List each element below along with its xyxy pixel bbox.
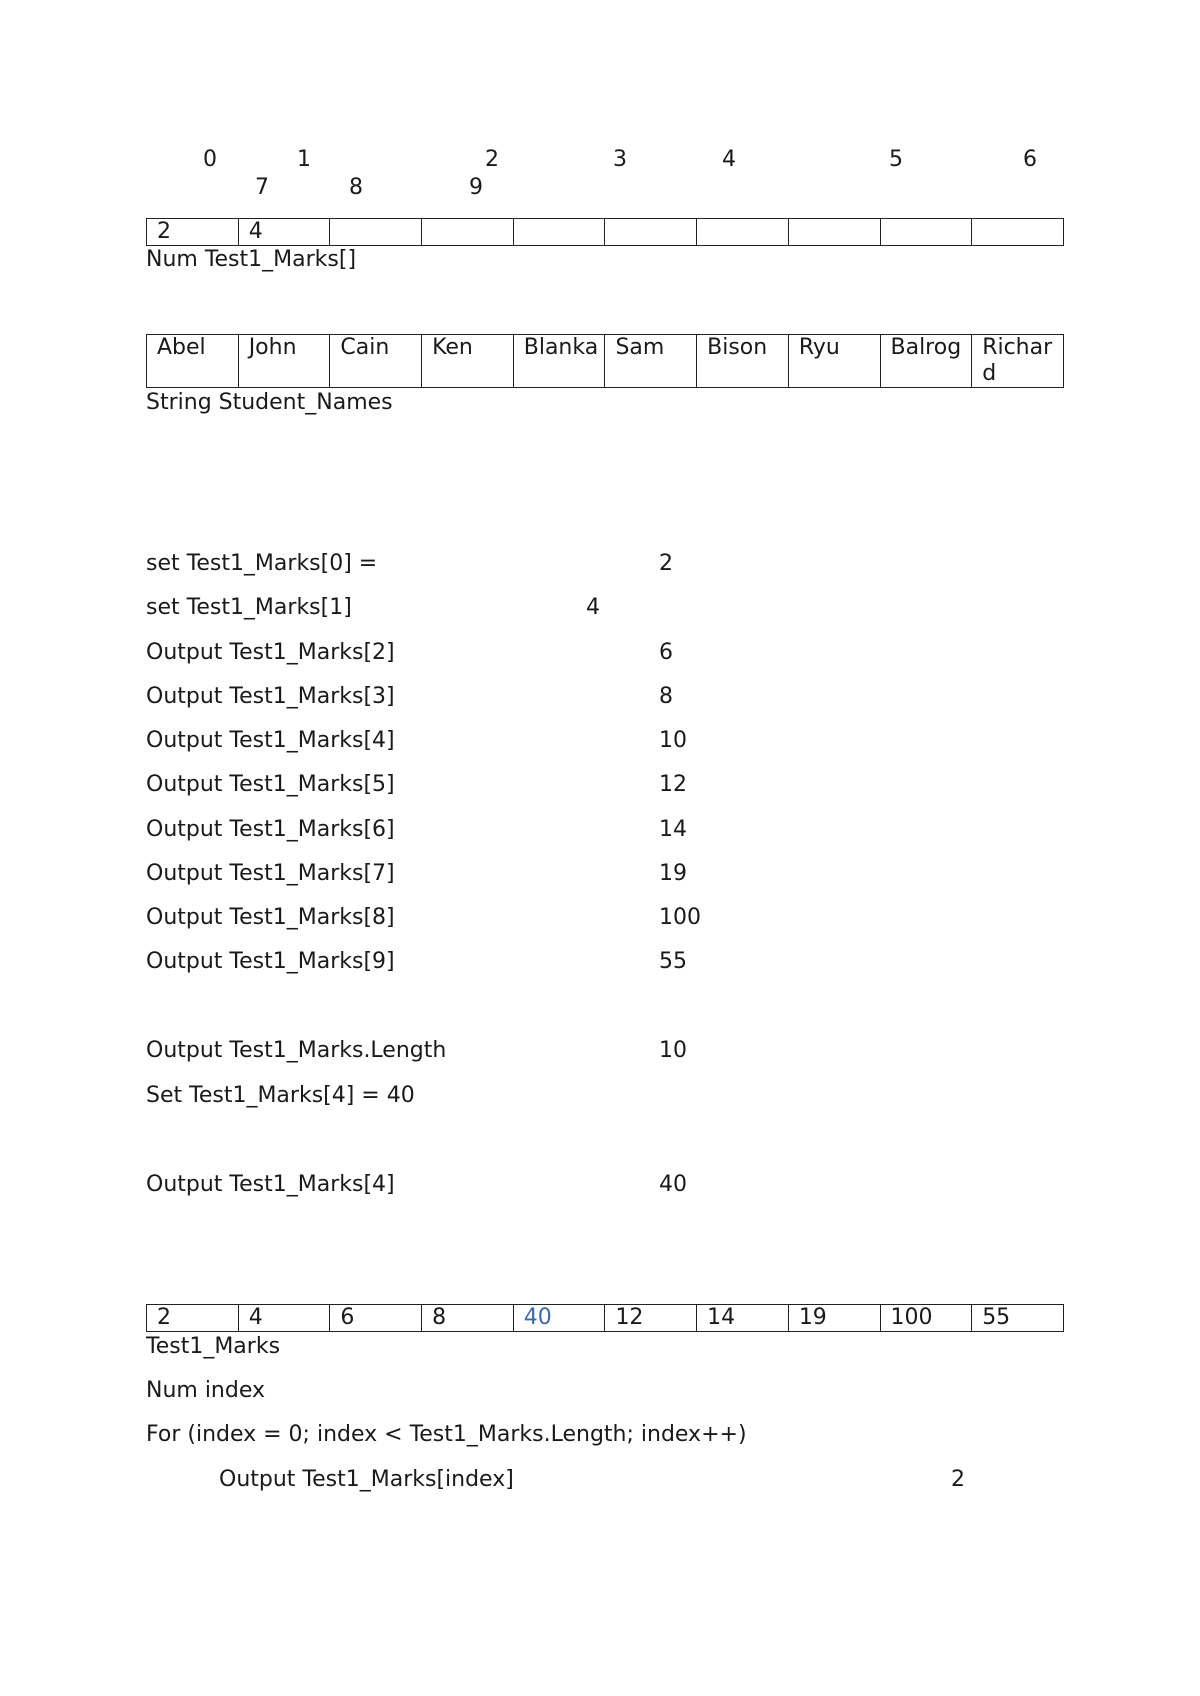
- array-cell: Bison: [697, 335, 789, 388]
- array-cell: Ryu: [788, 335, 880, 388]
- loop-declaration: Num index: [146, 1378, 266, 1403]
- index-label: 8: [349, 175, 363, 200]
- statement-code: Output Test1_Marks[8]: [146, 905, 395, 930]
- array-cell: Cain: [330, 335, 422, 388]
- marks-array-caption: Num Test1_Marks[]: [146, 247, 357, 272]
- array-cell: [605, 219, 697, 246]
- array-cell: Ken: [422, 335, 514, 388]
- statement-value: 8: [659, 684, 673, 709]
- statement-code: Output Test1_Marks[4]: [146, 1172, 395, 1197]
- array-cell: [972, 219, 1064, 246]
- index-label: 5: [889, 147, 903, 172]
- array-cell-highlighted: 40: [513, 1305, 605, 1332]
- index-label: 2: [485, 147, 499, 172]
- statement-value: 10: [659, 1038, 687, 1063]
- statement-value: 12: [659, 772, 687, 797]
- statement-value: 2: [659, 551, 673, 576]
- index-label: 3: [613, 147, 627, 172]
- statement-code: Output Test1_Marks[5]: [146, 772, 395, 797]
- statement-value: 14: [659, 817, 687, 842]
- array-cell: Blanka: [513, 335, 605, 388]
- index-label: 6: [1023, 147, 1037, 172]
- statement-value: 100: [659, 905, 701, 930]
- index-label: 7: [255, 175, 269, 200]
- array-cell: [697, 219, 789, 246]
- statement-value: 10: [659, 728, 687, 753]
- final-array-caption: Test1_Marks: [146, 1334, 281, 1359]
- loop-for-line: For (index = 0; index < Test1_Marks.Length; index++): [146, 1422, 747, 1447]
- array-cell: [788, 219, 880, 246]
- array-cell: [422, 219, 514, 246]
- statement-value: 6: [659, 640, 673, 665]
- array-cell: 4: [238, 1305, 330, 1332]
- names-array: [146, 334, 1064, 388]
- array-cell: 12: [605, 1305, 697, 1332]
- statement-value: 55: [659, 949, 687, 974]
- array-cell: 4: [238, 219, 330, 246]
- index-label: 9: [469, 175, 483, 200]
- array-cell: 2: [147, 1305, 239, 1332]
- statement-code: set Test1_Marks[1]: [146, 595, 352, 620]
- statement-code: set Test1_Marks[0] =: [146, 551, 378, 576]
- array-cell: Balrog: [880, 335, 972, 388]
- loop-body: Output Test1_Marks[index]: [219, 1467, 514, 1492]
- array-cell: [330, 219, 422, 246]
- statement-value: 19: [659, 861, 687, 886]
- loop-body-value: 2: [951, 1467, 965, 1492]
- array-cell: Sam: [605, 335, 697, 388]
- names-array-caption: String Student_Names: [146, 390, 393, 415]
- statement-value: 4: [586, 595, 600, 620]
- marks-array-final: [146, 1304, 1064, 1332]
- index-label: 0: [203, 147, 217, 172]
- array-cell: Richard: [972, 335, 1064, 388]
- statement-code: Output Test1_Marks.Length: [146, 1038, 447, 1063]
- array-cell: [513, 219, 605, 246]
- index-label: 4: [722, 147, 736, 172]
- statement-code: Output Test1_Marks[6]: [146, 817, 395, 842]
- statement-code: Set Test1_Marks[4] = 40: [146, 1083, 415, 1108]
- statement-code: Output Test1_Marks[3]: [146, 684, 395, 709]
- array-cell: 19: [788, 1305, 880, 1332]
- statement-code: Output Test1_Marks[2]: [146, 640, 395, 665]
- marks-array-initial: [146, 218, 1064, 246]
- array-cell: Abel: [147, 335, 239, 388]
- array-cell: 2: [147, 219, 239, 246]
- statement-code: Output Test1_Marks[7]: [146, 861, 395, 886]
- array-cell: 100: [880, 1305, 972, 1332]
- array-cell: [880, 219, 972, 246]
- index-label: 1: [297, 147, 311, 172]
- statement-code: Output Test1_Marks[4]: [146, 728, 395, 753]
- array-cell: John: [238, 335, 330, 388]
- array-cell: 8: [422, 1305, 514, 1332]
- array-cell: 14: [697, 1305, 789, 1332]
- array-cell: 55: [972, 1305, 1064, 1332]
- statement-code: Output Test1_Marks[9]: [146, 949, 395, 974]
- array-cell: 6: [330, 1305, 422, 1332]
- statement-value: 40: [659, 1172, 687, 1197]
